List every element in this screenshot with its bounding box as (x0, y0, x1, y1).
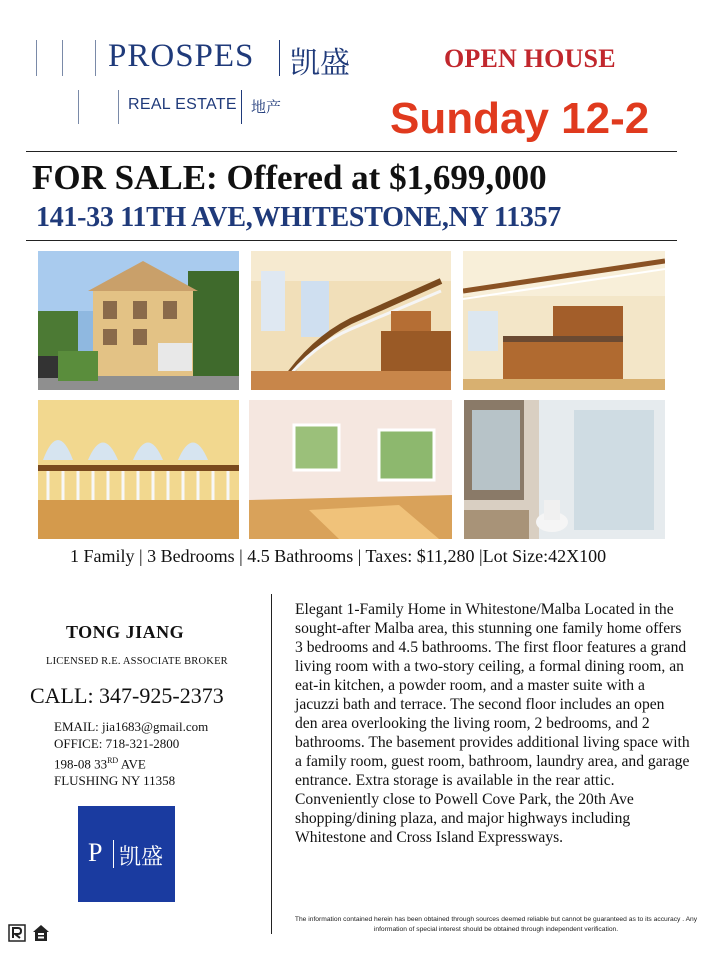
agent-name: TONG JIANG (66, 622, 185, 642)
agent-city: FLUSHING NY 11358 (54, 773, 176, 789)
balcony-room-photo (38, 400, 239, 539)
equal-housing-icon (32, 924, 50, 942)
top-divider (26, 151, 677, 152)
disclaimer: The information contained herein has been obtained through sources deemed reliable but cannot be guaranteed as to its accuracy . Any information of special interest should be obtained through independent verification. (294, 916, 698, 933)
logo-letter: P (88, 838, 103, 867)
brand-subtitle-separator (241, 90, 242, 124)
staircase-photo (251, 251, 451, 390)
brand-name: PROSPES (108, 38, 255, 74)
column-divider (271, 594, 272, 934)
brand-separator (279, 40, 280, 76)
house-exterior-photo (38, 251, 239, 390)
open-house-time: Sunday 12-2 (390, 94, 650, 143)
agent-office: OFFICE: 718-321-2800 (54, 736, 180, 751)
listing-address: 141-33 11TH AVE,WHITESTONE,NY 11357 (36, 202, 562, 233)
address-divider (26, 240, 677, 241)
realtor-icon (8, 924, 26, 942)
kitchen-photo (463, 251, 665, 390)
logo-separator (113, 840, 114, 868)
agent-email[interactable]: EMAIL: jia1683@gmail.com (54, 719, 209, 734)
listing-headline: FOR SALE: Offered at $1,699,000 (32, 158, 547, 197)
brand-name-chinese: 凯盛 (290, 46, 350, 81)
logo-chinese: 凯盛 (119, 845, 164, 870)
company-logo (78, 806, 175, 902)
agent-title: LICENSED R.E. ASSOCIATE BROKER (46, 656, 228, 667)
agent-address: 198-08 33RD AVE (54, 756, 146, 772)
brand-subtitle-chinese: 地产 (251, 98, 282, 116)
brand-subtitle: REAL ESTATE (128, 96, 237, 113)
listing-specs: 1 Family | 3 Bedrooms | 4.5 Bathrooms | Taxes: $11,280 |Lot Size:42X100 (70, 546, 607, 566)
open-house-label: OPEN HOUSE (444, 44, 616, 73)
agent-contact-info (54, 718, 208, 789)
bedroom-photo (249, 400, 452, 539)
listing-description: Elegant 1-Family Home in Whitestone/Malba Located in the sought-after Malba area, this stunning one family home offers 3 bedrooms and 4.5 bathrooms. The first floor features a grand living room with a two-story ceiling, a formal dining room, an eat-in kitchen, a powder room, and a master suite with a jacuzzi bath and terrace. The second floor includes an open den area overlooking the living room, 2 bedrooms, and 2 bathrooms. The basement provides additional living space with a family room, guest room, bathroom, laundry area, and garage entrance. Extra storage is available in the rear attic. Conveniently close to Powell Cove Park, the 20th Ave shopping/dining plaza, and major highways including Whitestone and Cross Island Expressways. (295, 601, 690, 846)
agent-phone[interactable]: CALL: 347-925-2373 (30, 683, 224, 708)
bathroom-photo (464, 400, 665, 539)
compliance-icons (8, 924, 50, 942)
